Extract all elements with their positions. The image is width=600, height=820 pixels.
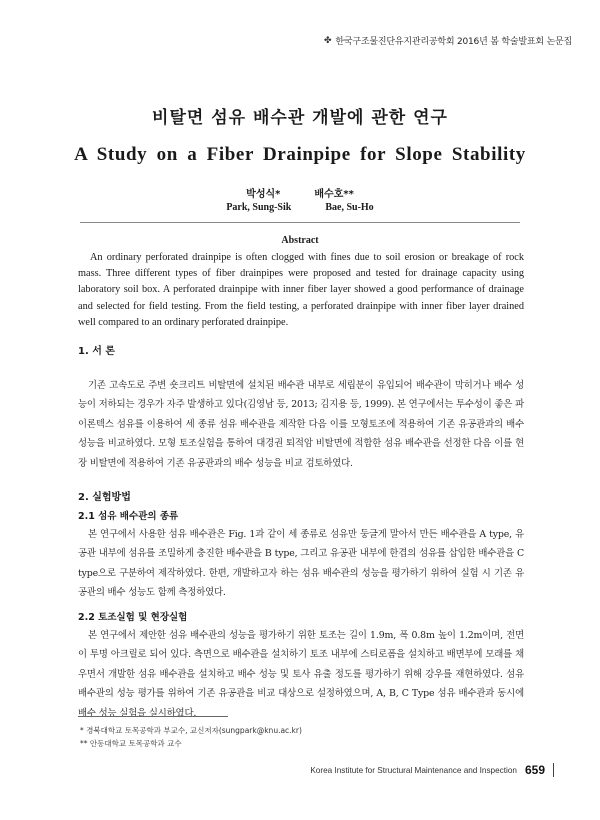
flower-icon: ✤	[324, 35, 332, 46]
author-2-english: Bae, Su-Ho	[325, 202, 374, 213]
abstract-heading: Abstract	[281, 235, 319, 246]
section-method-heading: 2. 실험방법	[78, 492, 131, 503]
footnote-divider	[78, 716, 228, 717]
title-korean: 비탈면 섬유 배수관 개발에 관한 연구	[152, 108, 448, 128]
author-2-korean: 배수호**	[314, 189, 354, 200]
authors-english	[0, 202, 600, 213]
subsection-2-1-text: 본 연구에서 사용한 섬유 배수관은 Fig. 1과 같이 세 종류로 섬유만 둥글게 말아서 만든 배수관을 A type, 유공관 내부에 섬유를 조밀하게 충진한 배수관을 B type, 그리고 유공관 내부에 한겹의 섬유를 삽입한 배수관을 C type으로 구분하여 제작하였다. 한편, 개발하고자 하는 섬유 배수관의 성능을 평가하기 위하여 실험 시 기존 유공관의 배수 성능도 함께 측정하였다.	[78, 529, 524, 599]
journal-name: 한국구조물진단유지관리공학회 2016년 봄 학술발표회 논문집	[335, 37, 572, 47]
authors-korean	[0, 185, 600, 200]
subsection-2-2-heading: 2.2 토조실험 및 현장실험	[78, 612, 188, 623]
title-english: A Study on a Fiber Drainpipe for Slope Stability	[74, 144, 526, 165]
journal-header	[324, 34, 572, 47]
section-intro-heading: 1. 서 론	[78, 346, 116, 357]
author-1-korean: 박성식*	[246, 189, 281, 200]
section-intro-text: 기존 고속도로 주변 숏크리트 비탈면에 설치된 배수관 내부로 세립분이 유입되어 배수관이 막히거나 배수 성능이 저하되는 경우가 자주 발생하고 있다(김영남 등, 2013; 김지용 등, 1999). 본 연구에서는 투수성이 좋은 파이론텍스 섬유를 이용하여 세 종류 섬유 배수관을 제작한 다음 이를 모형토조에 적용하여 기존 유공관과의 배수 성능을 비교하였다. 모형 토조실험을 통하여 대경권 퇴적암 비탈면에 적합한 섬유 배수관을 선정한 다음 이를 현장 비탈면에 적용하여 기존 유공관과의 배수 성능을 비교 검토하였다.	[78, 380, 524, 469]
page-footer	[310, 763, 554, 777]
footnote-2: ** 안동대학교 토목공학과 교수	[80, 739, 182, 748]
subsection-2-1-heading: 2.1 섬유 배수관의 종류	[78, 511, 179, 522]
author-1-english: Park, Sung-Sik	[226, 202, 292, 213]
footer-divider	[553, 763, 554, 777]
abstract-divider	[80, 222, 520, 223]
subsection-2-2-text: 본 연구에서 제안한 섬유 배수관의 성능을 평가하기 위한 토조는 길이 1.9m, 폭 0.8m 높이 1.2m이며, 전면이 투명 아크릴로 되어 있다. 측면으로 배수관을 설치하기 토조 내부에 스티로폼을 설치하고 배면부에 모래를 채우면서 개발한 섬유 배수관을 설치하고 배수 성능 및 토사 유출 정도를 평가하기 위해 강우를 재현하였다. 섬유 배수관의 성능 평가를 위하여 기존 유공관을 비교 대상으로 설정하였으며, A, B, C Type 섬유 배수관과 동시에 배수 성능 실험을 실시하였다.	[78, 630, 524, 719]
footer-institute: Korea Institute for Structural Maintenance and Inspection	[310, 765, 517, 775]
footnote-1: * 경북대학교 토목공학과 부교수, 교신저자(sungpark@knu.ac.kr)	[80, 726, 302, 735]
abstract-text: An ordinary perforated drainpipe is often clogged with fines due to soil erosion or breakage of rock mass. Three different types of fiber drainpipes were proposed and tested for drainage capacity using laboratory soil box. A perforated drainpipe with inner fiber layer showed a good performance of drainage and selected for field testing. From the field testing, a perforated drainpipe with inner fiber layer drained well compared to an ordinary perforated drainpipe.	[78, 252, 524, 328]
page-number: 659	[524, 763, 545, 777]
